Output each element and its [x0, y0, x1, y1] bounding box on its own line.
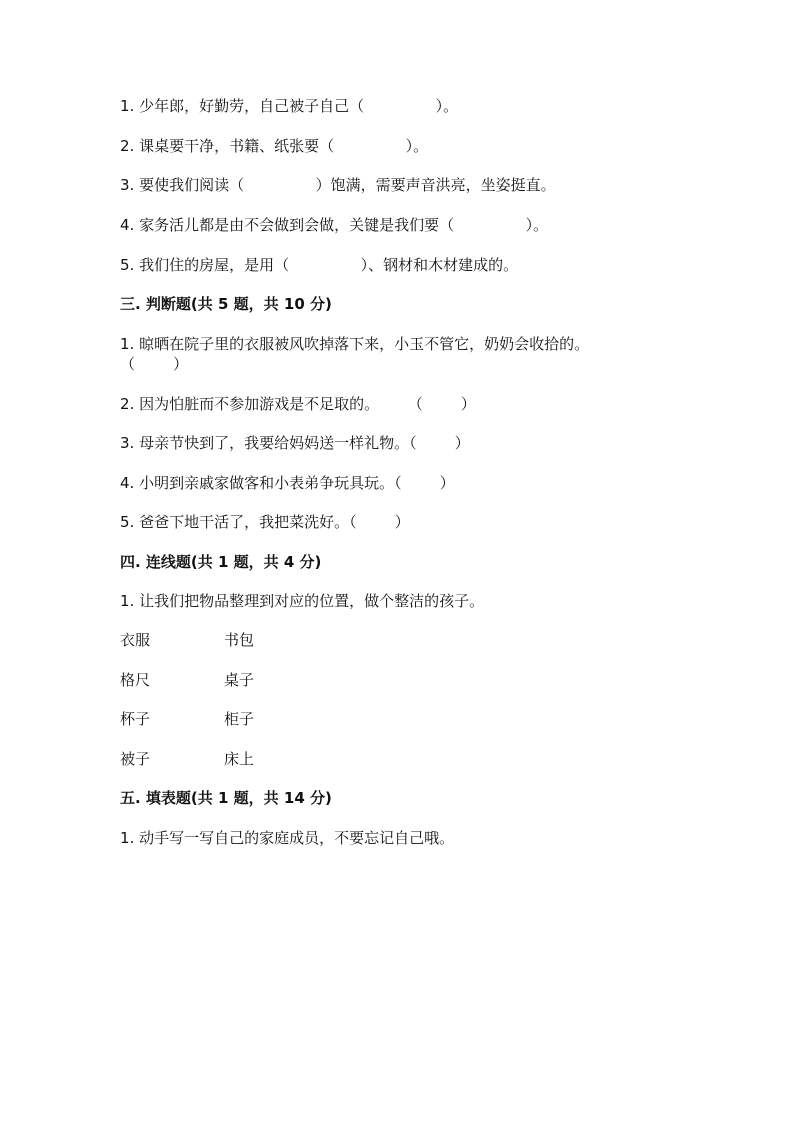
section-title-judgement: 三. 判断题(共 5 题，共 10 分) [120, 295, 332, 313]
matching-left-item: 衣服 [120, 631, 151, 649]
section-title-table: 五. 填表题(共 1 题，共 14 分) [120, 789, 332, 807]
matching-right-item: 桌子 [224, 671, 255, 689]
judgement-question-3: 3. 母亲节快到了，我要给妈妈送一样礼物。（ ） [120, 434, 470, 452]
fill-in-question-5: 5. 我们住的房屋，是用（ ）、钢材和木材建成的。 [120, 256, 519, 274]
section-title-matching: 四. 连线题(共 1 题，共 4 分) [120, 553, 322, 571]
judgement-question-2: 2. 因为怕脏而不参加游戏是不足取的。 （ ） [120, 395, 476, 413]
judgement-question-5: 5. 爸爸下地干活了，我把菜洗好。（ ） [120, 513, 410, 531]
matching-right-item: 书包 [224, 631, 255, 649]
judgement-question-1: 1. 晾晒在院子里的衣服被风吹掉落下来，小玉不管它，奶奶会收拾的。 [120, 335, 590, 353]
matching-left-item: 被子 [120, 750, 151, 768]
matching-left-item: 杯子 [120, 710, 151, 728]
matching-question: 1. 让我们把物品整理到对应的位置，做个整洁的孩子。 [120, 592, 485, 610]
fill-in-question-2: 2. 课桌要干净，书籍、纸张要（ ）。 [120, 137, 429, 155]
table-question: 1. 动手写一写自己的家庭成员，不要忘记自己哦。 [120, 829, 455, 847]
matching-right-item: 床上 [224, 750, 255, 768]
judgement-question-4: 4. 小明到亲戚家做客和小表弟争玩具玩。（ ） [120, 474, 455, 492]
fill-in-question-3: 3. 要使我们阅读（ ）饱满，需要声音洪亮，坐姿挺直。 [120, 176, 556, 194]
fill-in-question-1: 1. 少年郎，好勤劳，自己被子自己（ ）。 [120, 97, 459, 115]
judgement-question-1-blank: （ ） [120, 355, 189, 373]
fill-in-question-4: 4. 家务活儿都是由不会做到会做，关键是我们要（ ）。 [120, 216, 549, 234]
matching-right-item: 柜子 [224, 710, 255, 728]
matching-left-item: 格尺 [120, 671, 151, 689]
